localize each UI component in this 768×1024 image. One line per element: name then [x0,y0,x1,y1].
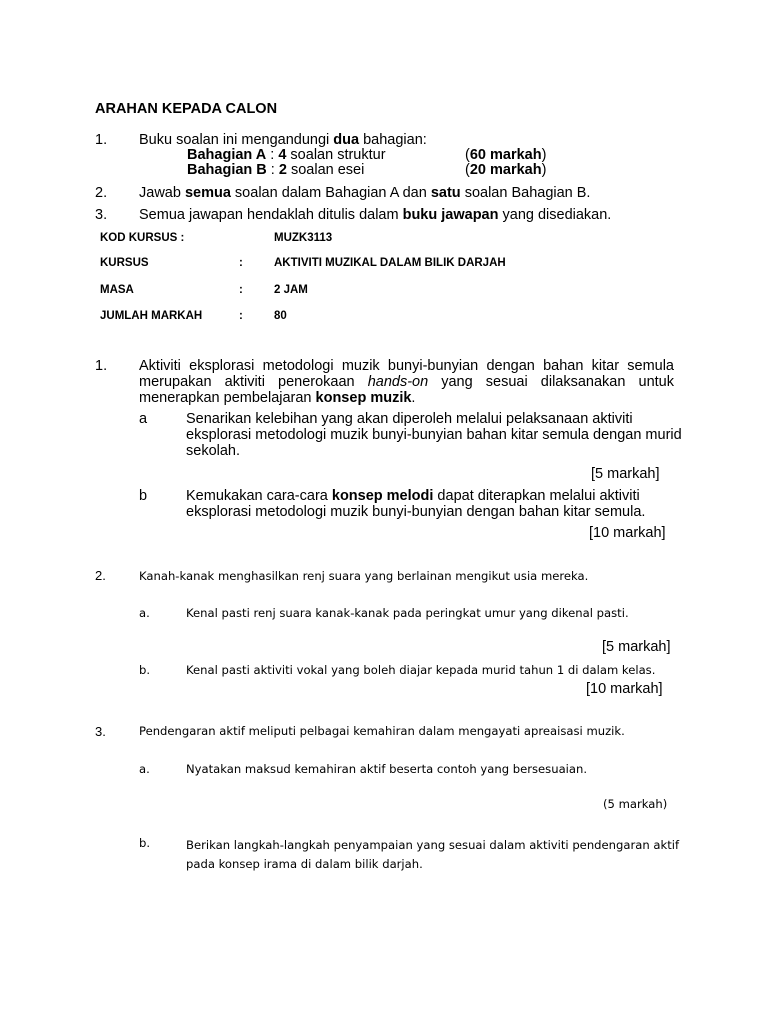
question-1b-text: Kemukakan cara-cara konsep melodi dapat diterapkan melalui aktiviti eksplorasi metodologi muzik bunyi-bunyian dengan bahan kitar semula. [186,488,646,520]
total-marks-label: JUMLAH MARKAH [100,310,203,322]
question-2-number: 2. [95,568,106,583]
page-title: ARAHAN KEPADA CALON [95,101,278,117]
duration-colon: : [239,284,243,296]
instruction-1-text: Buku soalan ini mengandungi dua bahagian: [139,132,427,148]
question-1b-label: b [139,488,148,504]
part-b-line: Bahagian B : 2 soalan esei [187,162,365,178]
total-marks-colon: : [239,310,243,322]
duration-value: 2 JAM [274,284,308,296]
course-code-value: MUZK3113 [274,232,333,244]
course-value: AKTIVITI MUZIKAL DALAM BILIK DARJAH [274,257,506,269]
question-1-number: 1. [95,358,108,374]
question-1-line-1: Aktiviti eksplorasi metodologi muzik bunyi-bunyian dengan bahan kitar semula [139,358,674,374]
part-a-marks: (60 markah) [465,147,547,163]
course-colon: : [239,257,243,269]
question-1-line-3: menerapkan pembelajaran konsep muzik. [139,390,416,406]
question-2-stem: Kanah-kanak menghasilkan renj suara yang berlainan mengikut usia mereka. [139,569,589,583]
question-2a-label: a. [139,606,150,620]
question-2b-label: b. [139,663,151,677]
question-1-line-2: merupakan aktiviti penerokaan hands-on yang sesuai dilaksanakan untuk [139,374,674,390]
instruction-1-number: 1. [95,132,108,148]
course-code-label: KOD KURSUS : [100,232,185,244]
question-1a-text: Senarikan kelebihan yang akan diperoleh melalui pelaksanaan aktiviti eksplorasi metodologi muzik bunyi-bunyian bahan kitar semula dengan murid sekolah. [186,411,682,459]
part-a-line: Bahagian A : 4 soalan struktur [187,147,386,163]
total-marks-value: 80 [274,310,287,322]
question-3b-text: Berikan langkah-langkah penyampaian yang sesuai dalam aktiviti pendengaran aktif pada konsep irama di dalam bilik darjah. [186,838,680,871]
question-3-number: 3. [95,724,106,739]
question-3a-label: a. [139,762,150,776]
question-2a-marks: [5 markah] [602,639,671,655]
question-1a-label: a [139,411,148,427]
instruction-2-number: 2. [95,185,108,201]
instruction-3-text: Semua jawapan hendaklah ditulis dalam buku jawapan yang disediakan. [139,207,612,223]
question-3-stem: Pendengaran aktif meliputi pelbagai kemahiran dalam mengayati apreaisasi muzik. [139,724,625,738]
instruction-3-number: 3. [95,207,108,223]
question-3a-text: Nyatakan maksud kemahiran aktif beserta contoh yang bersesuaian. [186,762,588,776]
question-2a-text: Kenal pasti renj suara kanak-kanak pada peringkat umur yang dikenal pasti. [186,606,629,620]
instruction-2-text: Jawab semua soalan dalam Bahagian A dan satu soalan Bahagian B. [139,185,591,201]
part-b-marks: (20 markah) [465,162,547,178]
duration-label: MASA [100,284,134,296]
question-2b-text: Kenal pasti aktiviti vokal yang boleh diajar kepada murid tahun 1 di dalam kelas. [186,663,656,677]
question-1b-marks: [10 markah] [589,525,666,541]
question-1-stem [139,358,674,406]
question-1a-marks: [5 markah] [591,466,660,482]
question-3b-label: b. [139,836,151,850]
question-3a-marks: (5 markah) [603,797,668,811]
course-label: KURSUS [100,257,149,269]
question-2b-marks: [10 markah] [586,681,663,697]
